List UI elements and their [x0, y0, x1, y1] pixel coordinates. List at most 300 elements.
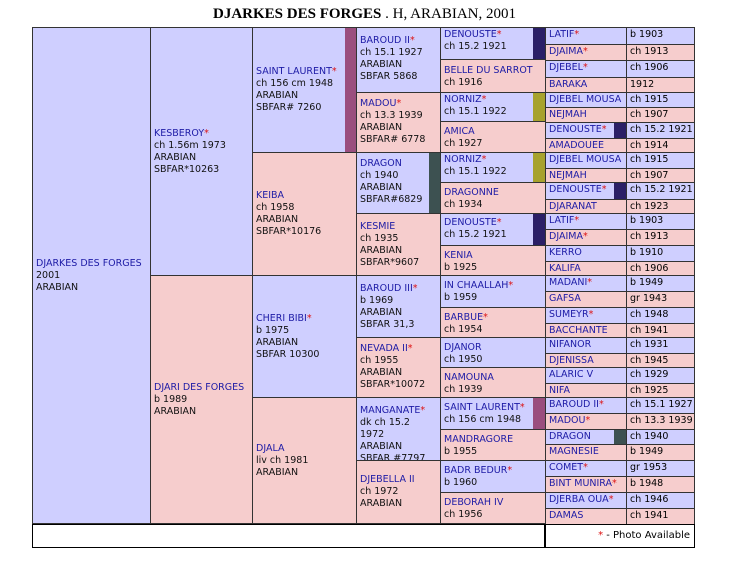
ancestor-info-cell	[626, 60, 695, 78]
horse-name-link[interactable]	[444, 126, 542, 138]
horse-info: ch 1929	[630, 369, 669, 380]
photo-star-icon: *	[601, 124, 607, 135]
horse-name: BAROUD II	[360, 35, 410, 46]
horse-info: ch 1941	[630, 510, 669, 521]
ancestor-name-cell[interactable]	[545, 492, 627, 509]
horse-info: ch 15.1 1927	[630, 399, 693, 410]
ancestor-name-cell[interactable]	[545, 275, 627, 292]
horse-info: ch 1931	[630, 339, 669, 350]
horse-name-link[interactable]	[444, 497, 542, 509]
horse-name-link[interactable]	[360, 158, 426, 170]
ancestor-info-cell	[626, 383, 695, 398]
horse-info: ARABIAN	[360, 441, 403, 452]
ancestor-cell[interactable]	[440, 59, 546, 93]
ancestor-cell[interactable]	[252, 27, 357, 153]
horse-name-link[interactable]: BARAKA	[549, 79, 588, 90]
ancestor-cell[interactable]	[440, 92, 546, 122]
ancestor-info-cell	[626, 44, 695, 61]
horse-info: ch 1907	[630, 109, 669, 120]
ancestor-name-cell[interactable]	[545, 291, 627, 308]
horse-info: ch 156 cm 1948	[256, 78, 334, 89]
ancestor-name-cell[interactable]	[545, 229, 627, 246]
horse-name-link[interactable]: MADANI	[549, 277, 588, 288]
photo-star-icon: *	[396, 98, 402, 109]
ancestor-cell[interactable]	[252, 275, 357, 398]
horse-name-link[interactable]: DJERBA OUA	[549, 494, 609, 505]
horse-name: DEBORAH IV	[444, 497, 504, 508]
horse-name-link[interactable]: DJEBEL MOUSA	[549, 94, 622, 105]
ancestor-name-cell[interactable]	[545, 353, 627, 368]
horse-name-link[interactable]: DJARKES DES FORGES	[36, 257, 142, 269]
horse-info: ch 1958	[256, 202, 295, 213]
ancestor-name-cell[interactable]	[545, 199, 627, 214]
horse-info: SBFAR 5868	[360, 71, 418, 82]
horse-info: SBFAR# 6778	[360, 134, 426, 145]
ancestor-name-cell[interactable]	[545, 508, 627, 525]
ancestor-cell[interactable]	[440, 397, 546, 430]
horse-name-link[interactable]: DJAIMA	[549, 231, 583, 242]
horse-info: b 1910	[630, 247, 664, 258]
horse-info: SBFAR 10300	[256, 348, 320, 360]
horse-info: ch 1935	[360, 233, 399, 244]
horse-info: b 1949	[630, 277, 664, 288]
photo-star-icon: *	[519, 402, 525, 413]
photo-star-icon: *	[574, 29, 580, 40]
horse-info: ch 1941	[630, 325, 669, 336]
photo-star-icon: *	[588, 309, 594, 320]
photo-star-icon: *	[496, 217, 502, 228]
horse-info: ch 156 cm 1948	[444, 414, 522, 425]
horse-name-link[interactable]	[360, 283, 437, 295]
horse-name-link[interactable]: NIFANOR	[549, 339, 592, 350]
horse-info: ch 15.1 1927	[360, 47, 423, 58]
ancestor-info-cell	[626, 460, 695, 477]
photo-star-icon: *	[587, 277, 593, 288]
ancestor-name-cell[interactable]	[545, 168, 627, 183]
horse-name-link[interactable]: LATIF	[549, 215, 575, 226]
horse-info: ch 1915	[630, 154, 669, 165]
horse-info: ch 1913	[630, 46, 669, 57]
photo-star-icon: *	[601, 184, 607, 195]
page-title	[0, 6, 729, 23]
ancestor-name-cell[interactable]	[545, 27, 627, 45]
sire-cell[interactable]	[150, 27, 253, 276]
horse-info: ch 1950	[444, 354, 483, 365]
ancestor-cell[interactable]	[440, 121, 546, 153]
ancestor-info-cell	[626, 476, 695, 493]
horse-name: NORNIZ	[444, 94, 482, 105]
horse-info: ARABIAN	[360, 245, 403, 256]
ancestor-name-cell[interactable]	[545, 77, 627, 93]
horse-info: ch 1923	[630, 201, 669, 212]
ancestor-cell[interactable]	[252, 152, 357, 276]
horse-name: DJARI DES FORGES	[154, 381, 245, 393]
ancestor-name-cell[interactable]	[545, 245, 627, 262]
horse-info: ch 15.2 1921	[630, 184, 693, 195]
horse-info: ARABIAN	[36, 281, 79, 293]
ancestor-info-cell	[626, 199, 695, 214]
horse-info: ch 1907	[630, 170, 669, 181]
horse-name-link[interactable]: KALIFA	[549, 263, 581, 274]
horse-name-link[interactable]	[256, 443, 353, 455]
horse-name-link[interactable]	[444, 154, 529, 166]
color-swatch	[533, 153, 545, 182]
ancestor-info-cell	[626, 92, 695, 108]
ancestor-name-cell[interactable]	[545, 476, 627, 493]
ancestor-cell[interactable]	[440, 245, 546, 276]
horse-name: KENIA	[444, 250, 473, 261]
horse-info: b 1925	[444, 262, 478, 273]
photo-star-icon: *	[508, 280, 514, 291]
ancestor-cell[interactable]	[440, 152, 546, 183]
horse-info: ARABIAN	[360, 498, 403, 509]
ancestor-info-cell	[626, 182, 695, 200]
photo-star-icon: *	[574, 215, 580, 226]
horse-name-link[interactable]: DENOUSTE	[549, 184, 602, 195]
ancestor-cell[interactable]	[440, 275, 546, 308]
horse-info: dk ch 15.2 1972	[360, 417, 410, 440]
horse-name-link[interactable]	[360, 98, 437, 110]
horse-name-link[interactable]: NIFA	[549, 385, 570, 396]
horse-info: b 1949	[630, 446, 664, 457]
photo-star-icon: *	[582, 231, 588, 242]
horse-info: ARABIAN	[360, 182, 403, 193]
ancestor-cell[interactable]	[440, 182, 546, 214]
ancestor-info-cell	[626, 168, 695, 183]
horse-info: ch 15.1 1922	[444, 166, 507, 177]
ancestor-name-cell[interactable]	[545, 122, 627, 139]
horse-name-link[interactable]: DJEBEL	[549, 62, 583, 73]
horse-name: NEVADA II	[360, 343, 408, 354]
horse-info: b 1960	[444, 477, 478, 488]
ancestor-info-cell	[626, 152, 695, 169]
horse-info: ch 1948	[630, 309, 669, 320]
photo-star-icon: *	[583, 462, 588, 473]
ancestor-name-cell[interactable]	[545, 413, 627, 430]
photo-star-icon: *	[582, 62, 588, 73]
horse-info: ch 1940	[630, 431, 669, 442]
horse-name-link[interactable]	[444, 372, 542, 384]
horse-name-link[interactable]	[444, 65, 542, 77]
horse-name-link[interactable]: NEJMAH	[549, 170, 587, 181]
ancestor-name-cell[interactable]	[545, 397, 627, 414]
photo-legend	[545, 524, 695, 548]
horse-name: BARBUE	[444, 312, 484, 323]
horse-info: ch 1906	[630, 263, 669, 274]
horse-name: BELLE DU SARROT	[444, 65, 533, 76]
ancestor-info-cell	[626, 27, 695, 45]
ancestor-name-cell[interactable]	[545, 383, 627, 398]
horse-info: ch 1906	[630, 62, 669, 73]
horse-name-link[interactable]: SUMEYR	[549, 309, 589, 320]
horse-name: SAINT LAURENT	[256, 66, 332, 77]
horse-info: gr 1953	[630, 462, 668, 473]
horse-info: ch 15.2 1921	[444, 41, 507, 52]
horse-name-link[interactable]	[444, 402, 529, 414]
ancestor-info-cell	[626, 413, 695, 430]
ancestor-info-cell	[626, 107, 695, 123]
horse-info: ch 15.2 1921	[444, 229, 507, 240]
horse-info: ch 1955	[360, 355, 399, 366]
horse-info: ch 1915	[630, 94, 669, 105]
horse-name-link[interactable]: MADOU	[549, 415, 586, 426]
horse-name-link[interactable]	[444, 342, 542, 354]
horse-info: 2001	[36, 269, 61, 281]
ancestor-cell[interactable]	[356, 92, 441, 153]
ancestor-cell[interactable]	[356, 337, 441, 398]
ancestor-name-cell[interactable]	[545, 182, 627, 200]
horse-info: b 1989	[154, 393, 188, 405]
ancestor-cell[interactable]	[440, 429, 546, 461]
horse-name-link[interactable]	[256, 66, 342, 78]
color-swatch	[533, 93, 545, 121]
horse-name-link[interactable]	[444, 434, 542, 446]
horse-name-link[interactable]: ALARIC V	[549, 369, 594, 380]
horse-name-link[interactable]: BACCHANTE	[549, 325, 608, 336]
photo-star-icon: *	[407, 343, 413, 354]
horse-info: SBFAR# 7260	[256, 102, 322, 113]
horse-name-link[interactable]	[444, 29, 529, 41]
horse-name-link[interactable]: DJENISSA	[549, 355, 594, 366]
horse-name-link[interactable]: MAGNESIE	[549, 446, 599, 457]
horse-name-link[interactable]: AMADOUEE	[549, 140, 604, 151]
subject-horse-cell[interactable]	[32, 27, 151, 524]
horse-name: MANDRAGORE	[444, 434, 514, 445]
photo-star-icon: *	[608, 494, 614, 505]
photo-star-icon: *	[481, 154, 487, 165]
photo-star-icon: *	[483, 312, 488, 323]
horse-name: IN CHAALLAH	[444, 280, 509, 291]
ancestor-cell[interactable]	[440, 307, 546, 338]
horse-info: ch 1934	[444, 199, 483, 210]
horse-info: ch 1945	[630, 355, 669, 366]
horse-name-link[interactable]: DJAIMA	[549, 46, 583, 57]
ancestor-info-cell	[626, 429, 695, 445]
horse-info: b 1903	[630, 29, 664, 40]
horse-info: ch 1956	[444, 509, 483, 520]
horse-name: MADOU	[360, 98, 397, 109]
horse-name: SAINT LAURENT	[444, 402, 520, 413]
horse-name-link[interactable]	[444, 312, 542, 324]
horse-info: ch 1954	[444, 324, 483, 335]
horse-info: 1912	[630, 79, 655, 90]
ancestor-name-cell[interactable]	[545, 92, 627, 108]
photo-star-icon: *	[582, 46, 588, 57]
horse-name-link[interactable]: GAFSA	[549, 293, 581, 304]
horse-name: NORNIZ	[444, 154, 482, 165]
horse-name-link[interactable]: BAROUD II	[549, 399, 599, 410]
horse-name-link[interactable]	[444, 217, 529, 229]
ancestor-info-cell	[626, 323, 695, 338]
photo-star-icon: *	[412, 283, 418, 294]
horse-name-link[interactable]	[360, 221, 437, 233]
horse-name: NAMOUNA	[444, 372, 494, 383]
photo-star-icon: *	[481, 94, 487, 105]
horse-name: MANGANATE	[360, 405, 421, 416]
horse-info: ch 1914	[630, 140, 669, 151]
horse-info: ARABIAN	[256, 90, 299, 101]
horse-name-link[interactable]: LATIF	[549, 29, 575, 40]
horse-info: ARABIAN	[154, 405, 197, 417]
ancestor-cell[interactable]	[252, 397, 357, 524]
photo-star-icon: *	[410, 35, 415, 46]
ancestor-cell[interactable]	[356, 27, 441, 93]
ancestor-info-cell	[626, 261, 695, 276]
ancestor-info-cell	[626, 492, 695, 509]
color-swatch	[614, 183, 626, 199]
horse-name: KEIBA	[256, 190, 285, 201]
photo-star-icon: *	[420, 405, 426, 416]
ancestor-info-cell	[626, 337, 695, 354]
ancestor-name-cell[interactable]	[545, 323, 627, 338]
horse-name-link[interactable]	[444, 280, 542, 292]
horse-name: KESBEROY	[154, 127, 205, 139]
horse-name-link[interactable]	[154, 128, 249, 140]
horse-info: ARABIAN	[360, 122, 403, 133]
horse-info: ARABIAN	[360, 59, 403, 70]
horse-info: SBFAR 31,3	[360, 319, 415, 330]
ancestor-name-cell[interactable]	[545, 367, 627, 384]
photo-star-icon: *	[496, 29, 502, 40]
horse-name: KESMIE	[360, 221, 396, 232]
ancestor-cell[interactable]	[440, 27, 546, 60]
horse-name-link[interactable]: KERRO	[549, 247, 582, 258]
ancestor-cell[interactable]	[356, 213, 441, 276]
horse-info: ch 1913	[630, 231, 669, 242]
horse-name: DJEBELLA II	[360, 474, 415, 485]
horse-name-link[interactable]: DRAGON	[549, 431, 591, 442]
ancestor-info-cell	[626, 245, 695, 262]
dam-cell[interactable]	[150, 275, 253, 524]
ancestor-info-cell	[626, 138, 695, 153]
horse-info: ch 1940	[360, 170, 399, 181]
horse-info: SBFAR*10072	[360, 379, 426, 390]
horse-name-link[interactable]	[360, 343, 437, 355]
photo-star-icon: *	[598, 530, 604, 541]
ancestor-name-cell[interactable]	[545, 460, 627, 477]
ancestor-cell[interactable]	[440, 367, 546, 398]
photo-star-icon: *	[507, 465, 513, 476]
horse-name-link[interactable]	[256, 190, 353, 202]
ancestor-info-cell	[626, 122, 695, 139]
photo-star-icon: *	[599, 399, 604, 410]
ancestor-cell[interactable]	[356, 397, 441, 461]
title-details: . H, ARABIAN, 2001	[381, 6, 516, 22]
ancestor-name-cell[interactable]	[545, 107, 627, 123]
horse-info: ARABIAN	[256, 214, 299, 225]
horse-name-link[interactable]: COMET	[549, 462, 584, 473]
color-swatch	[614, 123, 626, 138]
ancestor-info-cell	[626, 508, 695, 525]
horse-name-link[interactable]: DJEBEL MOUSA	[549, 154, 622, 165]
horse-name: AMICA	[444, 126, 475, 137]
ancestor-info-cell	[626, 444, 695, 461]
ancestor-cell[interactable]	[356, 460, 441, 524]
ancestor-name-cell[interactable]	[545, 152, 627, 169]
color-swatch	[533, 28, 545, 59]
horse-name: BADR BEDUR	[444, 465, 508, 476]
title-horse-name: DJARKES DES FORGES	[213, 6, 382, 22]
horse-info: SBFAR#6829	[360, 194, 423, 205]
ancestor-cell[interactable]	[356, 275, 441, 338]
ancestor-info-cell	[626, 275, 695, 292]
ancestor-cell[interactable]	[440, 213, 546, 246]
ancestor-info-cell	[626, 367, 695, 384]
horse-name-link[interactable]	[360, 35, 437, 47]
horse-info: b 1903	[630, 215, 664, 226]
ancestor-name-cell[interactable]	[545, 307, 627, 324]
horse-info: gr 1943	[630, 293, 668, 304]
horse-info: ch 1927	[444, 138, 483, 149]
horse-name-link[interactable]	[444, 465, 542, 477]
horse-info: SBFAR*9607	[360, 257, 420, 268]
photo-star-icon: *	[306, 312, 312, 324]
ancestor-cell[interactable]	[356, 152, 441, 214]
horse-info: b 1975	[256, 324, 290, 336]
photo-star-icon: *	[585, 415, 591, 426]
color-swatch	[533, 398, 545, 429]
horse-name-link[interactable]: DENOUSTE	[549, 124, 602, 135]
ancestor-info-cell	[626, 353, 695, 368]
horse-info: b 1955	[444, 446, 478, 457]
horse-name: DRAGONNE	[444, 187, 499, 198]
ancestor-name-cell[interactable]	[545, 138, 627, 153]
ancestor-cell[interactable]	[440, 460, 546, 493]
horse-name-link[interactable]	[444, 187, 542, 199]
horse-name-link[interactable]	[360, 405, 437, 417]
color-swatch	[533, 214, 545, 245]
horse-name: DRAGON	[360, 158, 402, 169]
horse-info: ch 1939	[444, 384, 483, 395]
ancestor-name-cell[interactable]	[545, 44, 627, 61]
horse-name-link[interactable]	[360, 474, 437, 486]
horse-name-link[interactable]: DAMAS	[549, 510, 584, 521]
horse-info: liv ch 1981	[256, 454, 309, 466]
horse-name-link[interactable]	[444, 250, 542, 262]
ancestor-info-cell	[626, 291, 695, 308]
ancestor-cell[interactable]	[440, 337, 546, 368]
ancestor-name-cell[interactable]	[545, 261, 627, 276]
horse-name-link[interactable]: BINT MUNIRA	[549, 478, 613, 489]
color-swatch	[345, 28, 356, 152]
ancestor-name-cell[interactable]	[545, 213, 627, 230]
horse-name-link[interactable]: NEJMAH	[549, 109, 587, 120]
photo-star-icon: *	[331, 66, 337, 77]
horse-name-link[interactable]	[154, 382, 249, 394]
photo-star-icon: *	[612, 478, 617, 489]
horse-info: ch 15.2 1921	[630, 124, 693, 135]
ancestor-name-cell[interactable]	[545, 444, 627, 461]
ancestor-cell[interactable]	[440, 492, 546, 524]
ancestor-name-cell[interactable]	[545, 337, 627, 354]
horse-name-link[interactable]: DJARANAT	[549, 201, 597, 212]
horse-info: b 1948	[630, 478, 664, 489]
horse-name-link[interactable]	[256, 313, 353, 325]
horse-info: ARABIAN	[360, 307, 403, 318]
horse-info: ch 1916	[444, 77, 483, 88]
ancestor-name-cell[interactable]	[545, 429, 627, 445]
horse-info: ch 1972	[360, 486, 399, 497]
horse-info: b 1969	[360, 295, 394, 306]
ancestor-info-cell	[626, 307, 695, 324]
horse-info: ARABIAN	[256, 336, 299, 348]
ancestor-info-cell	[626, 213, 695, 230]
horse-name: DJALA	[256, 442, 285, 454]
ancestor-name-cell[interactable]	[545, 60, 627, 78]
photo-star-icon: *	[204, 127, 209, 139]
horse-name-link[interactable]	[444, 94, 529, 106]
horse-info: SBFAR*10176	[256, 226, 322, 237]
